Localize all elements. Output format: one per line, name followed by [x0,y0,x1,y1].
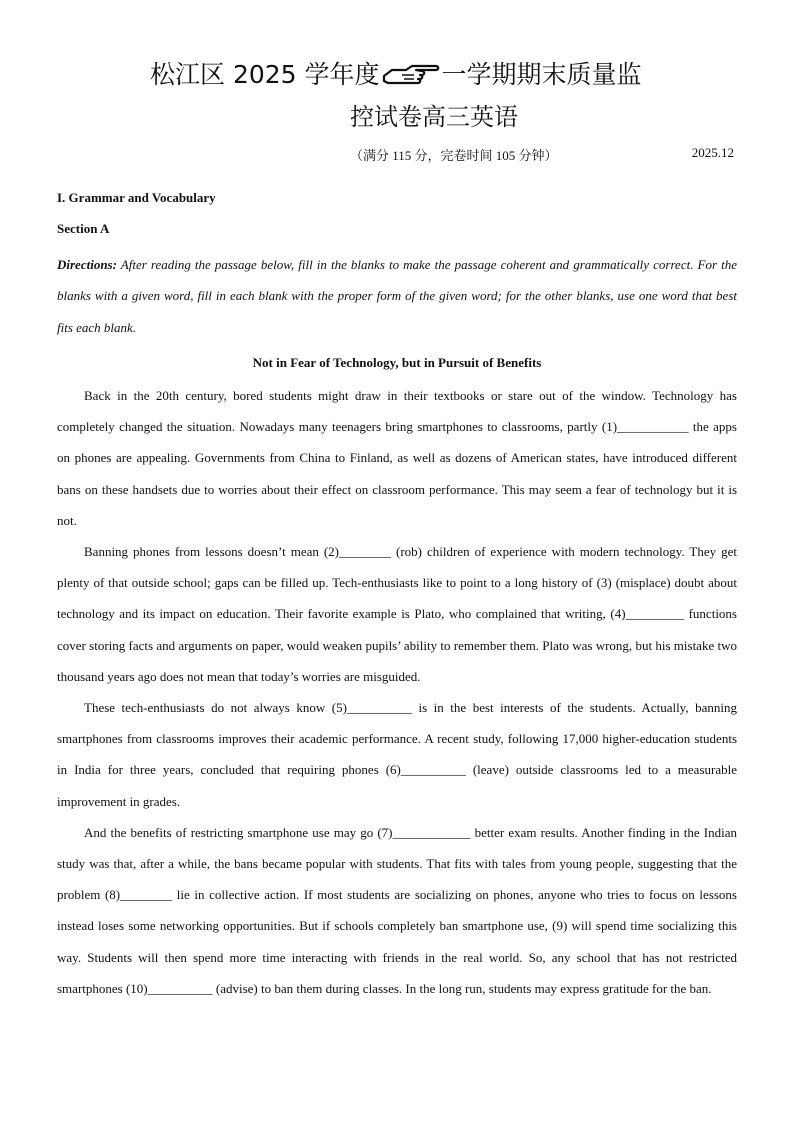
section-heading: Section A [57,221,110,236]
passage-paragraph: These tech-enthusiasts do not always know (5)__________ is in the best interests of the students. Actually, banning smartphones from classrooms improves their academic performance. A recent study, following 17,000 higher-education students in India for three years, concluded that requiring phones (6)__________ (leave) outside classrooms led to a measurable improvement in grades. [57,700,737,809]
passage-title: Not in Fear of Technology, but in Pursuit of Benefits [252,355,542,370]
pointing-hand-icon [382,61,440,85]
directions-label: Directions: [57,257,117,272]
exam-date: 2025.12 [691,145,734,160]
part-heading: I. Grammar and Vocabulary [57,190,216,205]
passage-paragraph: Back in the 20th century, bored students might draw in their textbooks or stare out of the window. Technology has completely changed the situation. Nowadays many teenagers bring smartphones to classrooms, partly (1)___________ the apps on phones are appealing. Governments from China to Finland, as well as dozens of American states, have introduced different bans on these handsets due to worries about their effect on classroom performance. This may seem a fear of technology but it is not. [57,388,737,528]
exam-title-line2: 控试卷高三英语 [350,103,518,131]
passage-body [57,380,737,1004]
directions [57,249,737,343]
exam-title-left: 松江区 2025 学年度 [150,60,380,89]
directions-text: After reading the passage below, fill in the blanks to make the passage coherent and grammatically correct. For the blanks with a given word, fill in each blank with the proper form of the given word; for the other blanks, use one word that best fits each blank. [57,257,737,335]
exam-title-right: 一学期期末质量监 [441,60,642,89]
exam-meta: （满分 115 分，完卷时间 105 分钟） [350,148,558,163]
exam-title-line1 [150,58,642,92]
passage-paragraph: And the benefits of restricting smartphone use may go (7)____________ better exam results. Another finding in the Indian study was that, after a while, the bans became popular with students. That fits with tales from young people, suggesting that the problem (8)________ lie in collective action. If most students are socializing on phones, anyone who tries to focus on lessons instead loses some networking opportunities. But if schools completely ban smartphone use, (9) will spend time socializing this way. Students will then spend more time interacting with friends in the real world. So, any school that has not restricted smartphones (10)__________ (advise) to ban them during classes. In the long run, students may express gratitude for the ban. [57,824,737,996]
passage-paragraph: Banning phones from lessons doesn’t mean (2)________ (rob) children of experience with modern technology. They get plenty of that outside school; gaps can be filled up. Tech-enthusiasts like to point to a long history of (3) (misplace) doubt about technology and its impact on education. Their favorite example is Plato, who complained that writing, (4)_________ functions cover storing facts and arguments on paper, would weaken pupils’ ability to remember them. Plato was wrong, but his mistake two thousand years ago does not mean that today’s worries are misguided. [57,544,737,684]
